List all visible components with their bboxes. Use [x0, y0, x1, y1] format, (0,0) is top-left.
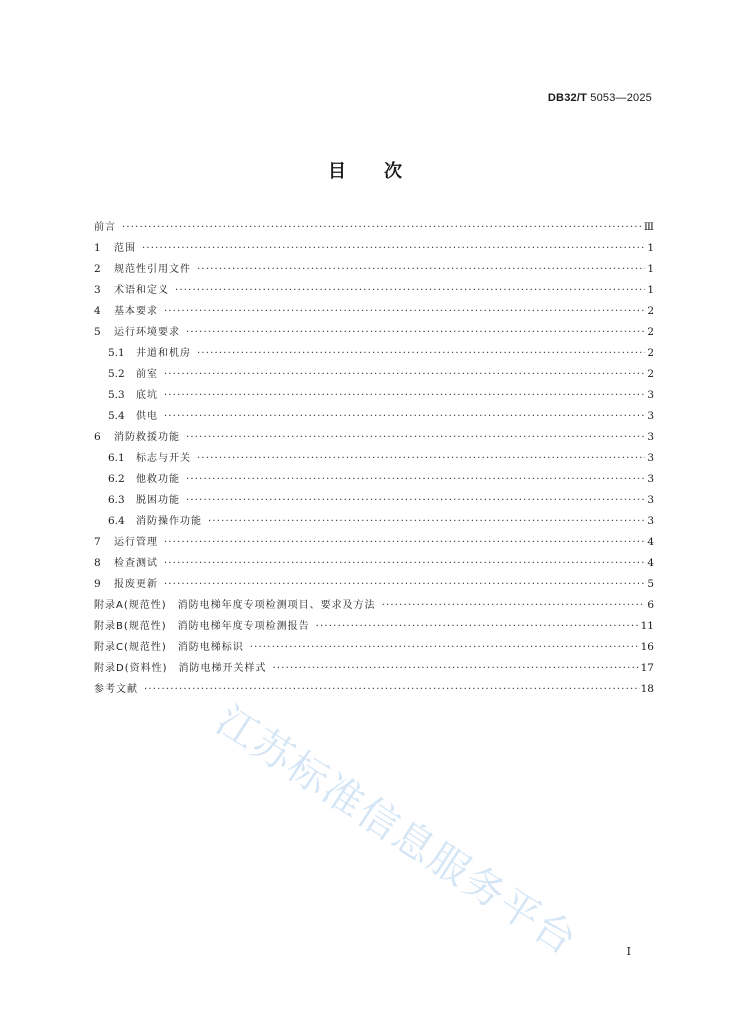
toc-entry-label: 他救功能	[136, 474, 180, 485]
toc-dot-leader	[142, 238, 645, 259]
toc-entry-label: 运行环境要求	[114, 327, 180, 338]
toc-entry[interactable]	[94, 574, 654, 595]
toc-entry-label: 附录C(规范性) 消防电梯标识	[94, 642, 244, 653]
toc-entry-number: 6.1	[108, 452, 125, 464]
toc-dot-leader	[186, 469, 645, 490]
toc-entry-page: 1	[647, 284, 654, 296]
toc-entry-page: 4	[647, 536, 654, 548]
toc-entry-page: 16	[640, 641, 654, 653]
toc-entry-label: 术语和定义	[114, 285, 169, 296]
toc-dot-leader	[316, 616, 640, 637]
toc-entry-number: 8	[94, 557, 101, 569]
standard-code	[548, 92, 652, 104]
toc-entry-label: 附录A(规范性) 消防电梯年度专项检测项目、要求及方法	[94, 600, 376, 611]
watermark: 江苏标准信息服务平台	[208, 697, 586, 965]
toc-entry-page: 5	[647, 578, 654, 590]
toc-entry-number: 5	[94, 326, 101, 338]
toc-entry[interactable]	[94, 343, 654, 364]
toc-entry-page: 3	[647, 389, 654, 401]
toc-entry-label: 底坑	[136, 390, 158, 401]
toc-entry[interactable]	[94, 490, 654, 511]
toc-dot-leader	[164, 532, 645, 553]
toc-entry[interactable]	[94, 301, 654, 322]
toc-entry-number: 2	[94, 263, 101, 275]
toc-dot-leader	[197, 343, 645, 364]
toc-entry-label: 检查测试	[114, 558, 158, 569]
toc-entry-page: 17	[640, 662, 654, 674]
toc-dot-leader	[164, 553, 645, 574]
toc-entry-label: 附录D(资料性) 消防电梯开关样式	[94, 663, 267, 674]
toc-dot-leader	[273, 658, 640, 679]
toc-entry-label: 标志与开关	[136, 453, 191, 464]
toc-entry-label: 报废更新	[114, 579, 158, 590]
toc-entry[interactable]	[94, 637, 654, 658]
toc-entry[interactable]	[94, 532, 654, 553]
toc-entry-number: 1	[94, 242, 101, 254]
standard-code-number: 5053—2025	[587, 92, 652, 104]
toc-entry-page: 3	[647, 494, 654, 506]
toc-dot-leader	[164, 574, 645, 595]
toc-entry-label: 消防操作功能	[136, 516, 202, 527]
toc-entry[interactable]	[94, 616, 654, 637]
toc-entry-number: 6.4	[108, 515, 125, 527]
toc-entry-page: 4	[647, 557, 654, 569]
toc-entry[interactable]	[94, 448, 654, 469]
toc-entry-label: 范围	[114, 243, 136, 254]
toc-dot-leader	[186, 427, 645, 448]
toc-entry[interactable]	[94, 427, 654, 448]
toc-entry-page: 3	[647, 515, 654, 527]
page-number: I	[626, 945, 631, 958]
toc-entry-label: 基本要求	[114, 306, 158, 317]
toc-entry-page: 18	[640, 683, 654, 695]
standard-code-mid: 32/T	[564, 92, 587, 104]
toc-entry-page: 6	[647, 599, 654, 611]
toc-entry-label: 运行管理	[114, 537, 158, 548]
toc-entry-page: 2	[647, 347, 654, 359]
toc-entry-page: 2	[647, 305, 654, 317]
toc-entry[interactable]	[94, 553, 654, 574]
toc-entry-page: 3	[647, 452, 654, 464]
toc-entry-label: 脱困功能	[136, 495, 180, 506]
toc-entry[interactable]	[94, 469, 654, 490]
toc-entry-label: 井道和机房	[136, 348, 191, 359]
toc-entry-label: 参考文献	[94, 684, 138, 695]
toc-entry-number: 6.3	[108, 494, 125, 506]
toc-entry-number: 9	[94, 578, 101, 590]
toc-entry-page: 2	[647, 326, 654, 338]
toc-entry-number: 5.3	[108, 389, 125, 401]
toc-dot-leader	[175, 280, 645, 301]
toc-entry[interactable]	[94, 280, 654, 301]
toc-entry-label: 前室	[136, 369, 158, 380]
toc-entry[interactable]	[94, 511, 654, 532]
toc-entry-number: 5.1	[108, 347, 125, 359]
toc-entry[interactable]	[94, 406, 654, 427]
toc-entry-page: 3	[647, 410, 654, 422]
toc-dot-leader	[197, 259, 645, 280]
toc-entry-label: 附录B(规范性) 消防电梯年度专项检测报告	[94, 621, 310, 632]
toc-entry-page: 3	[647, 473, 654, 485]
toc-entry-number: 5.2	[108, 368, 125, 380]
toc-dot-leader	[382, 595, 645, 616]
toc-entry[interactable]	[94, 679, 654, 700]
toc-dot-leader	[164, 406, 645, 427]
table-of-contents	[94, 217, 654, 700]
toc-dot-leader	[186, 322, 645, 343]
toc-entry-label: 前言	[94, 222, 116, 233]
toc-dot-leader	[144, 679, 640, 700]
toc-entry-label: 供电	[136, 411, 158, 422]
toc-entry-page: 3	[647, 431, 654, 443]
toc-dot-leader	[197, 448, 645, 469]
toc-entry[interactable]	[94, 217, 654, 238]
toc-entry-page: 1	[647, 242, 654, 254]
toc-entry[interactable]	[94, 322, 654, 343]
toc-dot-leader	[250, 637, 640, 658]
toc-entry-label: 规范性引用文件	[114, 264, 191, 275]
toc-entry-label: 消防救援功能	[114, 432, 180, 443]
toc-dot-leader	[186, 490, 645, 511]
toc-entry[interactable]	[94, 385, 654, 406]
toc-dot-leader	[164, 364, 645, 385]
toc-entry-number: 6	[94, 431, 101, 443]
toc-entry-number: 7	[94, 536, 101, 548]
toc-entry-number: 6.2	[108, 473, 125, 485]
toc-entry-number: 4	[94, 305, 101, 317]
toc-entry[interactable]	[94, 364, 654, 385]
toc-dot-leader	[164, 301, 645, 322]
toc-entry[interactable]	[94, 658, 654, 679]
toc-entry[interactable]	[94, 595, 654, 616]
toc-dot-leader	[208, 511, 645, 532]
toc-entry[interactable]	[94, 238, 654, 259]
toc-title: 目次	[328, 161, 440, 182]
toc-dot-leader	[122, 217, 643, 238]
toc-dot-leader	[164, 385, 645, 406]
toc-entry-page: Ⅲ	[643, 221, 654, 233]
toc-entry-number: 3	[94, 284, 101, 296]
toc-entry-number: 5.4	[108, 410, 125, 422]
toc-entry-page: 2	[647, 368, 654, 380]
toc-entry-page: 11	[640, 620, 654, 632]
toc-entry-page: 1	[647, 263, 654, 275]
standard-code-prefix: DB	[547, 92, 565, 104]
toc-entry[interactable]	[94, 259, 654, 280]
